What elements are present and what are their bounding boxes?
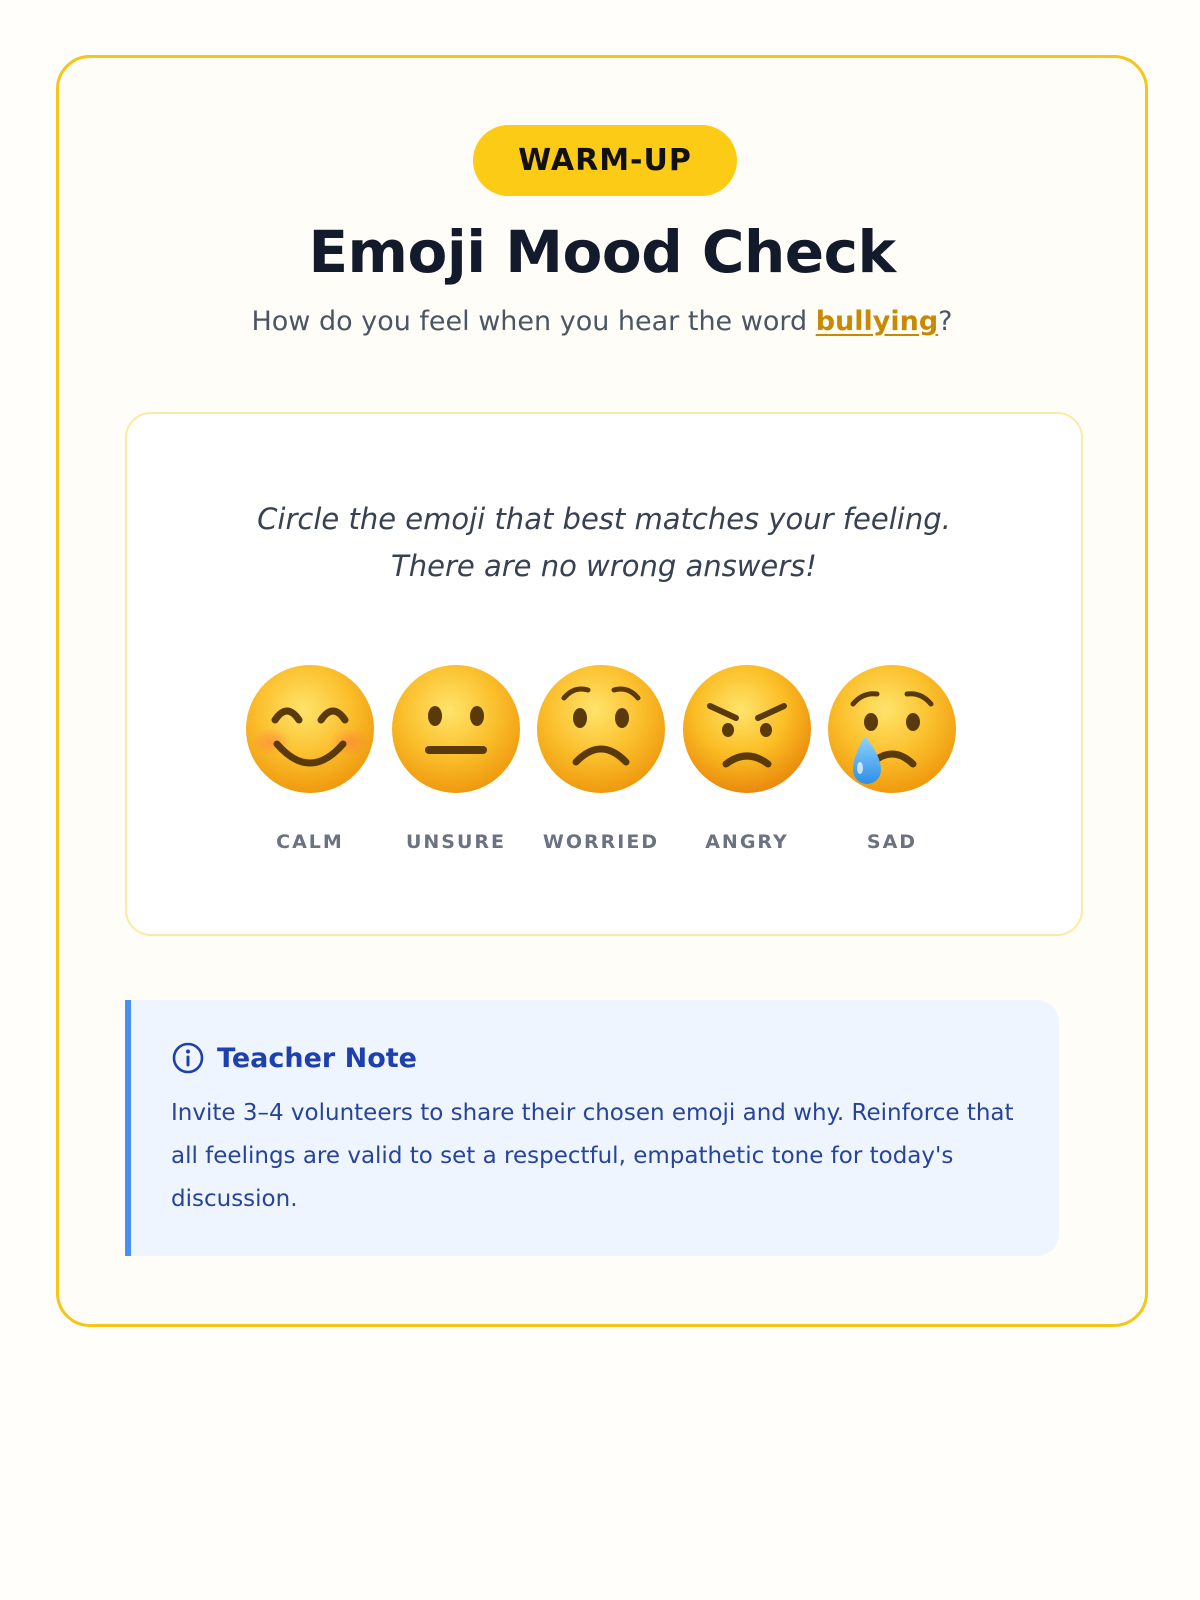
mood-label: WORRIED <box>542 831 660 853</box>
mood-label: ANGRY <box>705 831 789 853</box>
info-icon <box>171 1041 205 1075</box>
subtitle-suffix: ? <box>938 306 953 337</box>
mood-label: SAD <box>866 831 918 853</box>
subtitle-keyword: bullying <box>815 306 939 337</box>
mood-label: CALM <box>276 831 344 853</box>
warmup-badge: WARM-UP <box>473 125 737 196</box>
teacher-note-header <box>171 1038 417 1078</box>
subtitle-prefix: How do you feel when you hear the word <box>251 306 816 337</box>
instructions-line-2: There are no wrong answers! <box>391 549 817 583</box>
instructions-line-1: Circle the emoji that best matches your feeling. <box>257 502 951 536</box>
mood-label: UNSURE <box>405 831 507 853</box>
subtitle <box>59 306 1145 337</box>
teacher-note <box>125 1000 1059 1256</box>
teacher-note-title: Teacher Note <box>217 1042 417 1074</box>
mood-option-sad[interactable] <box>817 664 967 864</box>
warmup-card <box>56 55 1148 1327</box>
angry-face-icon <box>682 664 812 794</box>
teacher-note-body: Invite 3–4 volunteers to share their chosen emoji and why. Reinforce that all feelings are valid to set a respectful, empathetic tone for today's discussion. <box>171 1100 1014 1212</box>
worried-face-icon <box>536 664 666 794</box>
mood-option-calm[interactable] <box>235 664 385 864</box>
mood-panel <box>125 412 1083 936</box>
smiling-face-icon <box>245 664 375 794</box>
mood-option-angry[interactable] <box>672 664 822 864</box>
neutral-face-icon <box>391 664 521 794</box>
emoji-row <box>235 664 975 864</box>
mood-option-unsure[interactable] <box>381 664 531 864</box>
crying-face-icon <box>827 664 957 794</box>
instructions <box>127 496 1081 590</box>
mood-option-worried[interactable] <box>526 664 676 864</box>
page-title: Emoji Mood Check <box>308 218 896 286</box>
